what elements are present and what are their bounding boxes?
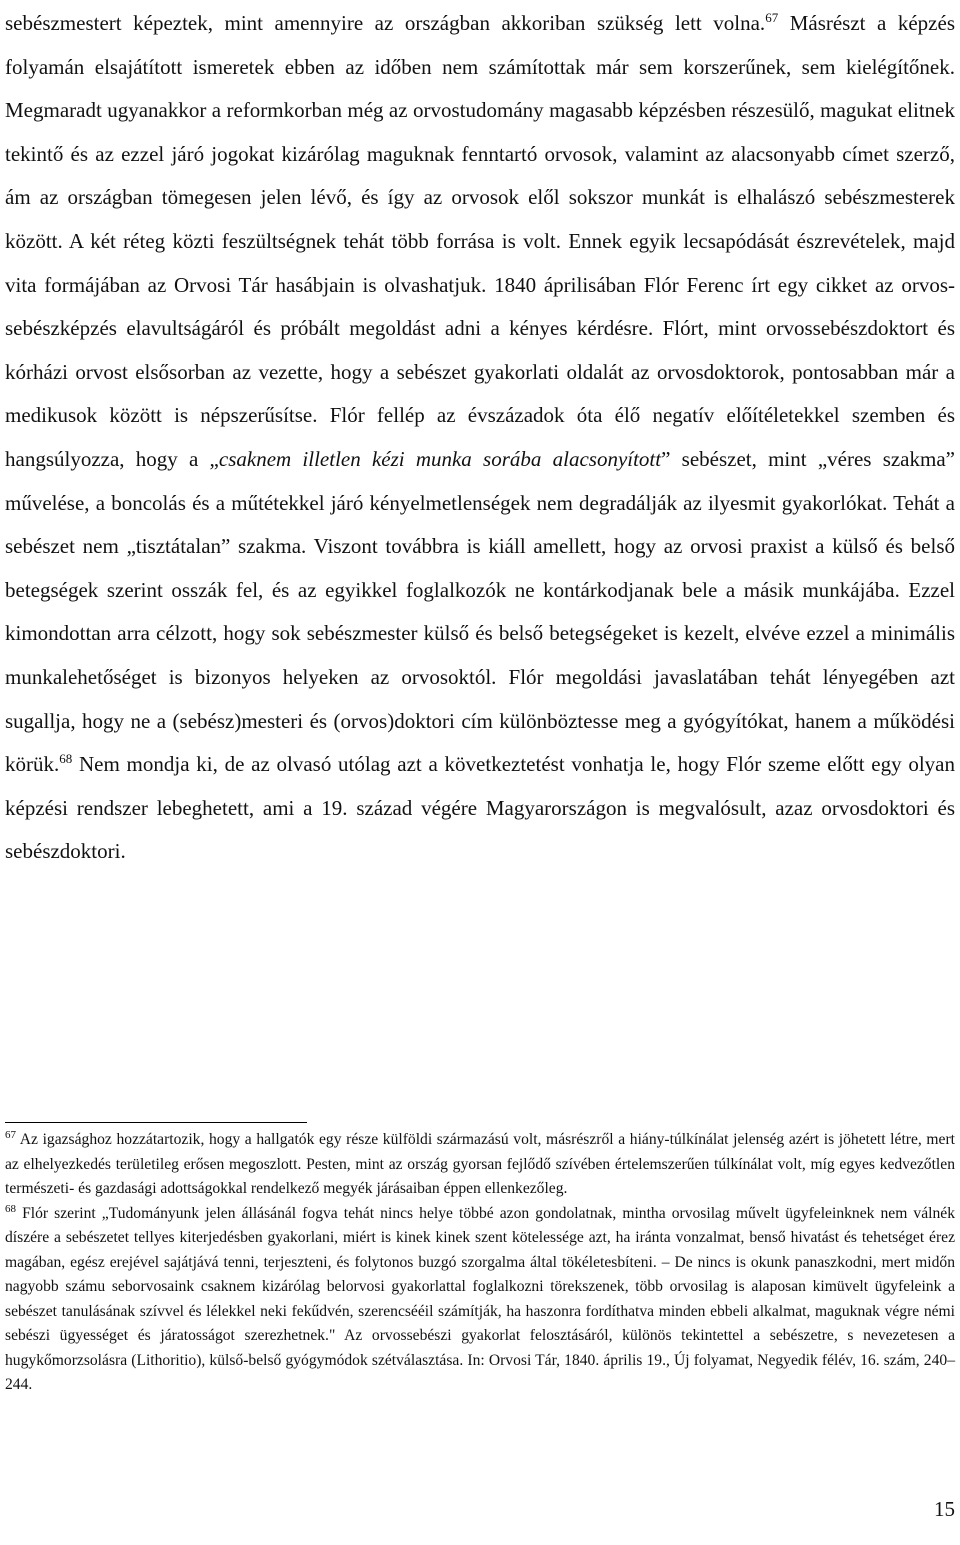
italic-quote: csaknem illetlen kézi munka sorába alacsonyított — [218, 446, 662, 471]
footnote-68 — [5, 1202, 955, 1398]
main-paragraph — [5, 2, 955, 874]
footnote-text: Flór szerint „Tudományunk jelen állásánál fogva tehát nincs helye többé azon gondolatnak, mintha orvosilag művelt ügyfeleinknek nem válnék díszére a sebészetet tellyes kiterjedésben gyakorlani, miért is kinek kinek szent kötelessége azt, ha iránta vonzalmat, benső hivatást és tehetséget érez magában, egész erejével sajátjává tenni, terjeszteni, és folytonos buzgó szorgalma által tökéletesbíteni. – De nincs is okunk panaszkodni, mert midőn nagyobb számu seborvosaink csaknem kizárólag belorvosi gyakorlattal foglalkozni törekszenek, több orvosilag is alaposan kimüvelt ügyfeleink a sebészet tanulásának szívvel és lélekkel neki fekűdvén, szerencsééil számítják, ha haszonra fordíthatva minden ebbeli alkalmat, maguknak végre némi sebészi ügyességet és járatosságot szerezhetnek." Az orvossebészi gyakorlat felosztásáról, különös tekintettel a sebészetre, s nevezetesen a hugykőmorzsolásra (Lithoritio), külső-belső gyógymódok szétválasztása. In: Orvosi Tár, 1840. április 19., Új folyamat, Negyedik félév, 16. szám, 240–244. — [5, 1204, 955, 1393]
body-text-part-2: Másrészt a képzés folyamán elsajátított ismeretek ebben az időben nem számítottak már sem korszerűnek, sem kielégítőnek. Megmaradt ugyanakkor a reformkorban még az orvostudomány magasabb képzésben részesülő, magukat elitnek tekintő és az ezzel járó jogokat kizárólag maguknak fenntartó orvosok, valamint az alacsonyabb címet szerző, ám az országban tömegesen jelen lévő, és így az orvosok elől sokszor munkát is elhalászó sebészmesterek között. A két réteg közti feszültségnek tehát több forrása is volt. Ennek egyik lecsapódását észrevételek, majd vita formájában az Orvosi Tár hasábjain is olvashatjuk. 1840 áprilisában Flór Ferenc írt egy cikket az orvos-sebészképzés elavultságáról és próbált megoldást adni a kényes kérdésre. Flórt, mint orvossebészdoktort és kórházi orvost elsősorban az vezette, hogy a sebészet gyakorlati oldalát az orvosdoktorok, pontosabban már a medikusok között is népszerűsítse. Flór fellép az évszázadok óta élő negatív előítéletekkel szemben és hangsúlyozza, hogy a „ — [5, 11, 955, 471]
footnote-number: 68 — [5, 1202, 16, 1215]
body-text-part-3: ” sebészet, mint „véres szakma” művelése, a boncolás és a műtétekkel járó kényelmetlenségek nem degradálják az ilyesmit gyakorlókat. Tehát a sebészet nem „tisztátalan” szakma. Viszont továbbra is kiáll amellett, hogy az orvosi praxist a külső és belső betegségek szerint osszák fel, és az egyikkel foglalkozók ne kontárkodjanak bele a másik munkájába. Ezzel kimondottan arra célzott, hogy sok sebészmester külső és belső betegségeket is kezelt, elvéve ezzel a minimális munkalehetőséget is bizonyos helyeken az orvosoktól. Flór megoldási javaslatában tehát lényegében azt sugallja, hogy ne a (sebész)mesteri és (orvos)doktori cím különböztesse meg a gyógyítókat, hanem a működési körük. — [5, 446, 955, 777]
footnote-ref-68[interactable]: 68 — [59, 751, 73, 767]
footnote-text: Az igazsághoz hozzátartozik, hogy a hallgatók egy része külföldi származású volt, másrészről a hiány-túlkínálat jelenség azért is jöhetett létre, mert az elhelyezkedés területileg erősen megoszlott. Pesten, mint az ország gyorsan fejlődő szívében értelemszerűen túlkínálat volt, míg egyes kedvezőtlen természeti- és gazdasági adottságokkal rendelkező megyék járásaiban éppen ellenkezőleg. — [5, 1131, 955, 1197]
footnote-number: 67 — [5, 1128, 16, 1141]
footnotes — [5, 1128, 955, 1398]
footnote-67 — [5, 1128, 955, 1202]
footnote-ref-67[interactable]: 67 — [765, 10, 779, 26]
page-number: 15 — [934, 1497, 955, 1521]
body-text-part-1: sebészmestert képeztek, mint amennyire az országban akkoriban szükség lett volna. — [5, 11, 766, 35]
footnote-separator — [5, 1122, 307, 1123]
body-text-part-4: Nem mondja ki, de az olvasó utólag azt a következtetést vonhatja le, hogy Flór szeme előtt egy olyan képzési rendszer lebeghetett, ami a 19. század végére Magyarországon is megvalósult, azaz orvosdoktori és sebészdoktori. — [5, 752, 955, 864]
